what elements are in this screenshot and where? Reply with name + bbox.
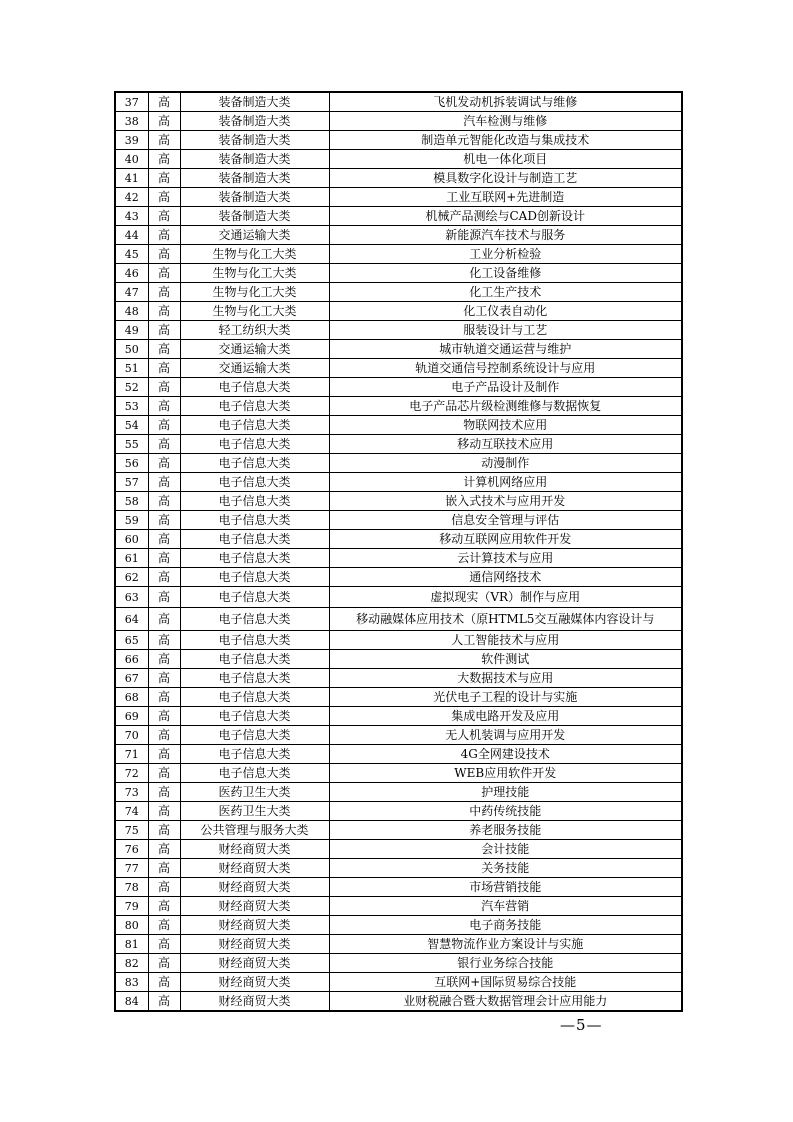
table-row	[115, 188, 682, 207]
table-row	[115, 954, 682, 973]
level-cell: 高	[148, 608, 180, 631]
level-cell: 高	[148, 935, 180, 954]
level-cell: 高	[148, 897, 180, 916]
table-row	[115, 669, 682, 688]
competition-name-cell: 机械产品测绘与CAD创新设计	[329, 207, 682, 226]
table-body	[115, 92, 682, 1011]
table-row	[115, 340, 682, 359]
table-row	[115, 378, 682, 397]
table-row	[115, 878, 682, 897]
level-cell: 高	[148, 492, 180, 511]
competition-name-cell: 通信网络技术	[329, 568, 682, 587]
level-cell: 高	[148, 435, 180, 454]
category-cell: 医药卫生大类	[180, 802, 329, 821]
category-cell: 装备制造大类	[180, 207, 329, 226]
row-number-cell: 77	[115, 859, 148, 878]
row-number-cell: 58	[115, 492, 148, 511]
table-row	[115, 492, 682, 511]
category-cell: 财经商贸大类	[180, 840, 329, 859]
category-cell: 生物与化工大类	[180, 245, 329, 264]
table-row	[115, 707, 682, 726]
competition-name-cell: 云计算技术与应用	[329, 549, 682, 568]
competition-name-cell: 养老服务技能	[329, 821, 682, 840]
level-cell: 高	[148, 821, 180, 840]
level-cell: 高	[148, 530, 180, 549]
row-number-cell: 42	[115, 188, 148, 207]
level-cell: 高	[148, 378, 180, 397]
table-row	[115, 454, 682, 473]
level-cell: 高	[148, 587, 180, 608]
category-cell: 医药卫生大类	[180, 783, 329, 802]
competition-name-cell: 移动互联技术应用	[329, 435, 682, 454]
table-row	[115, 112, 682, 131]
competition-name-cell: 动漫制作	[329, 454, 682, 473]
row-number-cell: 71	[115, 745, 148, 764]
level-cell: 高	[148, 688, 180, 707]
competition-name-cell: 轨道交通信号控制系统设计与应用	[329, 359, 682, 378]
level-cell: 高	[148, 511, 180, 530]
level-cell: 高	[148, 112, 180, 131]
row-number-cell: 40	[115, 150, 148, 169]
competition-name-cell: 制造单元智能化改造与集成技术	[329, 131, 682, 150]
table-row	[115, 416, 682, 435]
row-number-cell: 57	[115, 473, 148, 492]
table-row	[115, 549, 682, 568]
row-number-cell: 37	[115, 92, 148, 112]
table-row	[115, 802, 682, 821]
table-row	[115, 859, 682, 878]
table-row	[115, 973, 682, 992]
row-number-cell: 53	[115, 397, 148, 416]
row-number-cell: 61	[115, 549, 148, 568]
table-row	[115, 150, 682, 169]
category-cell: 生物与化工大类	[180, 264, 329, 283]
level-cell: 高	[148, 650, 180, 669]
level-cell: 高	[148, 878, 180, 897]
level-cell: 高	[148, 131, 180, 150]
level-cell: 高	[148, 802, 180, 821]
row-number-cell: 62	[115, 568, 148, 587]
competition-name-cell: WEB应用软件开发	[329, 764, 682, 783]
row-number-cell: 78	[115, 878, 148, 897]
row-number-cell: 46	[115, 264, 148, 283]
level-cell: 高	[148, 726, 180, 745]
competition-name-cell: 化工生产技术	[329, 283, 682, 302]
row-number-cell: 52	[115, 378, 148, 397]
category-cell: 电子信息大类	[180, 669, 329, 688]
category-cell: 生物与化工大类	[180, 283, 329, 302]
table-row	[115, 283, 682, 302]
competition-table	[114, 91, 683, 1012]
category-cell: 电子信息大类	[180, 511, 329, 530]
category-cell: 装备制造大类	[180, 131, 329, 150]
level-cell: 高	[148, 859, 180, 878]
table-row	[115, 473, 682, 492]
competition-name-cell: 市场营销技能	[329, 878, 682, 897]
table-row	[115, 631, 682, 650]
competition-name-cell: 智慧物流作业方案设计与实施	[329, 935, 682, 954]
category-cell: 电子信息大类	[180, 378, 329, 397]
competition-name-cell: 化工仪表自动化	[329, 302, 682, 321]
category-cell: 装备制造大类	[180, 169, 329, 188]
level-cell: 高	[148, 669, 180, 688]
level-cell: 高	[148, 359, 180, 378]
row-number-cell: 81	[115, 935, 148, 954]
level-cell: 高	[148, 397, 180, 416]
table-row	[115, 397, 682, 416]
competition-name-cell: 服装设计与工艺	[329, 321, 682, 340]
row-number-cell: 65	[115, 631, 148, 650]
category-cell: 财经商贸大类	[180, 973, 329, 992]
level-cell: 高	[148, 226, 180, 245]
category-cell: 电子信息大类	[180, 549, 329, 568]
row-number-cell: 83	[115, 973, 148, 992]
competition-name-cell: 移动融媒体应用技术（原HTML5交互融媒体内容设计与	[329, 608, 682, 631]
row-number-cell: 84	[115, 992, 148, 1012]
level-cell: 高	[148, 631, 180, 650]
competition-name-cell: 无人机装调与应用开发	[329, 726, 682, 745]
table-row	[115, 688, 682, 707]
level-cell: 高	[148, 416, 180, 435]
level-cell: 高	[148, 473, 180, 492]
level-cell: 高	[148, 283, 180, 302]
competition-name-cell: 电子产品芯片级检测维修与数据恢复	[329, 397, 682, 416]
table-row	[115, 131, 682, 150]
row-number-cell: 48	[115, 302, 148, 321]
level-cell: 高	[148, 954, 180, 973]
row-number-cell: 50	[115, 340, 148, 359]
row-number-cell: 66	[115, 650, 148, 669]
level-cell: 高	[148, 188, 180, 207]
category-cell: 财经商贸大类	[180, 916, 329, 935]
category-cell: 电子信息大类	[180, 416, 329, 435]
competition-name-cell: 化工设备维修	[329, 264, 682, 283]
table-row	[115, 530, 682, 549]
competition-name-cell: 电子商务技能	[329, 916, 682, 935]
category-cell: 电子信息大类	[180, 631, 329, 650]
level-cell: 高	[148, 92, 180, 112]
table-row	[115, 435, 682, 454]
table-row	[115, 511, 682, 530]
table-row	[115, 359, 682, 378]
row-number-cell: 56	[115, 454, 148, 473]
category-cell: 财经商贸大类	[180, 935, 329, 954]
competition-name-cell: 工业分析检验	[329, 245, 682, 264]
row-number-cell: 49	[115, 321, 148, 340]
competition-name-cell: 汽车营销	[329, 897, 682, 916]
category-cell: 财经商贸大类	[180, 992, 329, 1012]
row-number-cell: 73	[115, 783, 148, 802]
table-row	[115, 321, 682, 340]
level-cell: 高	[148, 840, 180, 859]
competition-name-cell: 人工智能技术与应用	[329, 631, 682, 650]
competition-name-cell: 银行业务综合技能	[329, 954, 682, 973]
table-row	[115, 92, 682, 112]
category-cell: 电子信息大类	[180, 650, 329, 669]
row-number-cell: 63	[115, 587, 148, 608]
page-number: —5—	[560, 1016, 603, 1034]
level-cell: 高	[148, 568, 180, 587]
table-row	[115, 245, 682, 264]
row-number-cell: 70	[115, 726, 148, 745]
level-cell: 高	[148, 992, 180, 1012]
category-cell: 电子信息大类	[180, 726, 329, 745]
row-number-cell: 72	[115, 764, 148, 783]
competition-name-cell: 软件测试	[329, 650, 682, 669]
table-row	[115, 608, 682, 631]
competition-name-cell: 飞机发动机拆装调试与维修	[329, 92, 682, 112]
row-number-cell: 64	[115, 608, 148, 631]
category-cell: 财经商贸大类	[180, 859, 329, 878]
table-row	[115, 587, 682, 608]
competition-name-cell: 集成电路开发及应用	[329, 707, 682, 726]
row-number-cell: 41	[115, 169, 148, 188]
row-number-cell: 45	[115, 245, 148, 264]
competition-table-container	[114, 91, 681, 1012]
row-number-cell: 74	[115, 802, 148, 821]
category-cell: 电子信息大类	[180, 568, 329, 587]
competition-name-cell: 护理技能	[329, 783, 682, 802]
table-row	[115, 992, 682, 1012]
level-cell: 高	[148, 302, 180, 321]
competition-name-cell: 新能源汽车技术与服务	[329, 226, 682, 245]
level-cell: 高	[148, 245, 180, 264]
row-number-cell: 44	[115, 226, 148, 245]
category-cell: 电子信息大类	[180, 397, 329, 416]
level-cell: 高	[148, 745, 180, 764]
competition-name-cell: 互联网+国际贸易综合技能	[329, 973, 682, 992]
competition-name-cell: 4G全网建设技术	[329, 745, 682, 764]
category-cell: 装备制造大类	[180, 92, 329, 112]
row-number-cell: 38	[115, 112, 148, 131]
competition-name-cell: 模具数字化设计与制造工艺	[329, 169, 682, 188]
competition-name-cell: 电子产品设计及制作	[329, 378, 682, 397]
competition-name-cell: 业财税融合暨大数据管理会计应用能力	[329, 992, 682, 1012]
row-number-cell: 75	[115, 821, 148, 840]
category-cell: 电子信息大类	[180, 587, 329, 608]
table-row	[115, 840, 682, 859]
table-row	[115, 169, 682, 188]
category-cell: 电子信息大类	[180, 530, 329, 549]
category-cell: 电子信息大类	[180, 473, 329, 492]
row-number-cell: 67	[115, 669, 148, 688]
competition-name-cell: 计算机网络应用	[329, 473, 682, 492]
category-cell: 财经商贸大类	[180, 897, 329, 916]
table-row	[115, 302, 682, 321]
table-row	[115, 264, 682, 283]
table-row	[115, 897, 682, 916]
level-cell: 高	[148, 264, 180, 283]
table-row	[115, 916, 682, 935]
category-cell: 公共管理与服务大类	[180, 821, 329, 840]
category-cell: 交通运输大类	[180, 340, 329, 359]
competition-name-cell: 汽车检测与维修	[329, 112, 682, 131]
category-cell: 电子信息大类	[180, 688, 329, 707]
level-cell: 高	[148, 549, 180, 568]
category-cell: 装备制造大类	[180, 112, 329, 131]
table-row	[115, 568, 682, 587]
row-number-cell: 79	[115, 897, 148, 916]
table-row	[115, 821, 682, 840]
row-number-cell: 69	[115, 707, 148, 726]
table-row	[115, 935, 682, 954]
row-number-cell: 76	[115, 840, 148, 859]
table-row	[115, 764, 682, 783]
category-cell: 电子信息大类	[180, 492, 329, 511]
table-row	[115, 226, 682, 245]
competition-name-cell: 机电一体化项目	[329, 150, 682, 169]
competition-name-cell: 城市轨道交通运营与维护	[329, 340, 682, 359]
table-row	[115, 207, 682, 226]
row-number-cell: 47	[115, 283, 148, 302]
row-number-cell: 43	[115, 207, 148, 226]
category-cell: 交通运输大类	[180, 226, 329, 245]
category-cell: 电子信息大类	[180, 454, 329, 473]
row-number-cell: 55	[115, 435, 148, 454]
category-cell: 电子信息大类	[180, 764, 329, 783]
table-row	[115, 650, 682, 669]
table-row	[115, 745, 682, 764]
competition-name-cell: 物联网技术应用	[329, 416, 682, 435]
row-number-cell: 54	[115, 416, 148, 435]
competition-name-cell: 中药传统技能	[329, 802, 682, 821]
row-number-cell: 59	[115, 511, 148, 530]
level-cell: 高	[148, 707, 180, 726]
level-cell: 高	[148, 169, 180, 188]
row-number-cell: 51	[115, 359, 148, 378]
level-cell: 高	[148, 207, 180, 226]
level-cell: 高	[148, 150, 180, 169]
level-cell: 高	[148, 321, 180, 340]
row-number-cell: 80	[115, 916, 148, 935]
competition-name-cell: 大数据技术与应用	[329, 669, 682, 688]
competition-name-cell: 移动互联网应用软件开发	[329, 530, 682, 549]
level-cell: 高	[148, 764, 180, 783]
category-cell: 生物与化工大类	[180, 302, 329, 321]
competition-name-cell: 会计技能	[329, 840, 682, 859]
level-cell: 高	[148, 340, 180, 359]
level-cell: 高	[148, 783, 180, 802]
table-row	[115, 783, 682, 802]
category-cell: 财经商贸大类	[180, 878, 329, 897]
level-cell: 高	[148, 454, 180, 473]
category-cell: 电子信息大类	[180, 745, 329, 764]
level-cell: 高	[148, 973, 180, 992]
category-cell: 轻工纺织大类	[180, 321, 329, 340]
table-row	[115, 726, 682, 745]
competition-name-cell: 关务技能	[329, 859, 682, 878]
row-number-cell: 82	[115, 954, 148, 973]
category-cell: 电子信息大类	[180, 707, 329, 726]
competition-name-cell: 嵌入式技术与应用开发	[329, 492, 682, 511]
level-cell: 高	[148, 916, 180, 935]
row-number-cell: 39	[115, 131, 148, 150]
category-cell: 电子信息大类	[180, 608, 329, 631]
category-cell: 电子信息大类	[180, 435, 329, 454]
category-cell: 交通运输大类	[180, 359, 329, 378]
category-cell: 装备制造大类	[180, 150, 329, 169]
competition-name-cell: 光伏电子工程的设计与实施	[329, 688, 682, 707]
category-cell: 装备制造大类	[180, 188, 329, 207]
competition-name-cell: 虚拟现实（VR）制作与应用	[329, 587, 682, 608]
row-number-cell: 68	[115, 688, 148, 707]
row-number-cell: 60	[115, 530, 148, 549]
category-cell: 财经商贸大类	[180, 954, 329, 973]
competition-name-cell: 信息安全管理与评估	[329, 511, 682, 530]
competition-name-cell: 工业互联网+先进制造	[329, 188, 682, 207]
